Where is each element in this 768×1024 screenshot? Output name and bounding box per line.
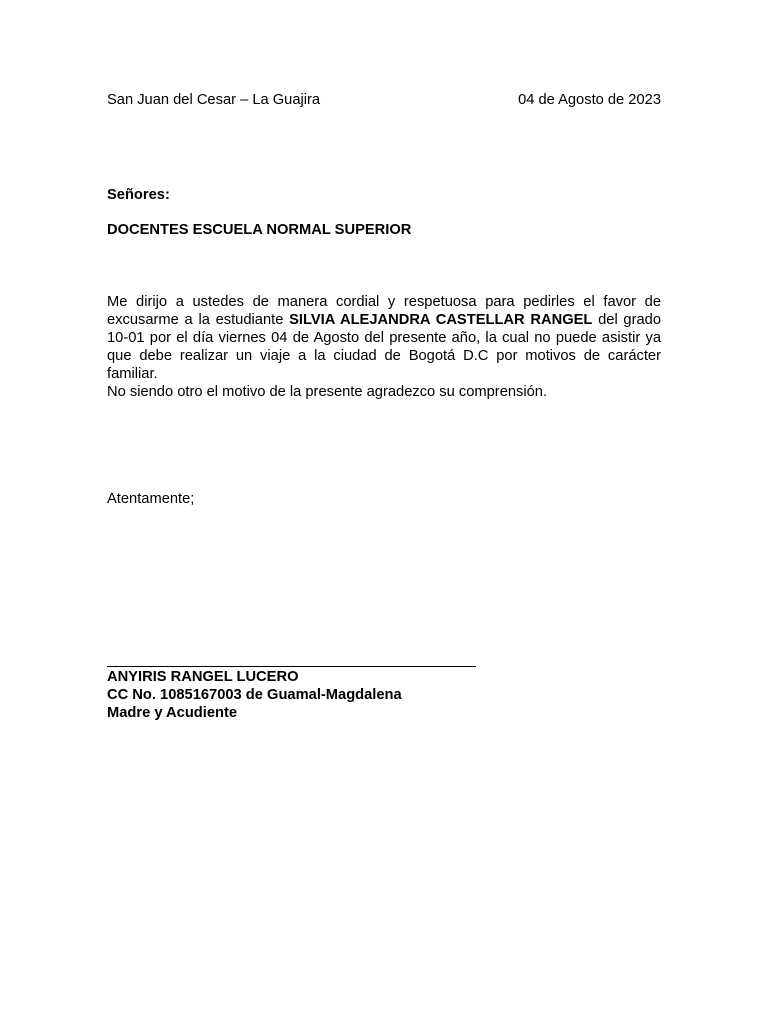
salutation: Señores: xyxy=(107,187,170,203)
body-text-part1: Me dirijo a ustedes de manera cordial y respetuosa para pedirles el favor de excusarme a la estudiante xyxy=(107,294,661,328)
signer-id: CC No. 1085167003 de Guamal-Magdalena xyxy=(107,687,402,703)
signature-block xyxy=(107,668,402,722)
closing-sentence: No siendo otro el motivo de la presente agradezco su comprensión. xyxy=(107,384,548,400)
closing: Atentamente; xyxy=(107,491,195,507)
letter-date: 04 de Agosto de 2023 xyxy=(518,92,661,108)
letter-body xyxy=(107,293,661,401)
signer-role: Madre y Acudiente xyxy=(107,705,238,721)
recipient: DOCENTES ESCUELA NORMAL SUPERIOR xyxy=(107,222,412,238)
letter-place: San Juan del Cesar – La Guajira xyxy=(107,92,321,108)
signer-name: ANYIRIS RANGEL LUCERO xyxy=(107,669,299,685)
letter-header xyxy=(107,91,661,109)
student-name: SILVIA ALEJANDRA CASTELLAR RANGEL xyxy=(289,312,593,328)
signature-line xyxy=(107,666,476,667)
body-paragraph xyxy=(107,293,661,383)
body-text-part2: del grado 10-01 por el día viernes 04 de Agosto del presente año, la cual no puede asistir ya que debe realizar un viaje a la ciudad de Bogotá D.C por motivos de carácter familiar. xyxy=(107,312,661,382)
